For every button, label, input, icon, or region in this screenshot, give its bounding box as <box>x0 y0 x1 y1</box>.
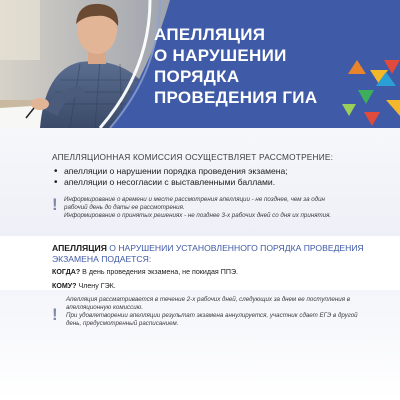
note-line: день, предусмотренный расписанием. <box>66 320 179 327</box>
exclamation-icon: ! <box>52 305 58 324</box>
note-line: апелляционную комиссию. <box>66 304 144 311</box>
list-item: • апелляции о нарушении порядка проведения экзамена; <box>52 166 372 177</box>
commission-heading: АПЕЛЛЯЦИОННАЯ КОМИССИЯ ОСУЩЕСТВЛЯЕТ РАССМОТРЕНИЕ: <box>52 152 334 162</box>
appeal-heading-topic: О НАРУШЕНИИ УСТАНОВЛЕННОГО ПОРЯДКА ПРОВЕДЕНИЯ <box>106 243 364 253</box>
appeal-heading-line2: ЭКЗАМЕНА ПОДАЕТСЯ: <box>52 254 152 264</box>
header-banner <box>0 0 400 128</box>
appeal-heading <box>52 243 372 265</box>
note-line: Апелляция рассматривается в течение 2-х рабочих дней, следующих за днем ее поступления в <box>66 296 350 303</box>
note-line: Информирование о принятых решениях - не позднее 3-х рабочих дней со дня их принятия. <box>64 212 332 219</box>
title-line-4: ПРОВЕДЕНИЯ ГИА <box>154 88 318 107</box>
commission-list <box>52 166 372 188</box>
page-title <box>154 24 354 108</box>
list-item: • апелляции о несогласии с выставленными баллами. <box>52 177 372 188</box>
review-note <box>66 296 386 328</box>
informing-note <box>64 196 384 220</box>
title-line-2: О НАРУШЕНИИ <box>154 46 287 65</box>
appeal-heading-word: АПЕЛЛЯЦИЯ <box>52 243 107 253</box>
note-line: рабочий день до даты ее рассмотрения. <box>64 204 185 211</box>
when-label: КОГДА? <box>52 268 81 276</box>
whom-text: Члену ГЭК. <box>76 282 116 290</box>
whom-label: КОМУ? <box>52 282 77 290</box>
when-row <box>52 268 238 277</box>
when-text: В день проведения экзамена, не покидая ППЭ. <box>80 268 239 276</box>
title-line-1: АПЕЛЛЯЦИЯ <box>154 25 266 44</box>
note-line: Информирование о времени и месте рассмотрения апелляции - не позднее, чем за один <box>64 196 325 203</box>
note-line: При удовлетворении апелляции результат экзамена аннулируется, участник сдает ЕГЭ в другой <box>66 312 358 319</box>
exclamation-icon: ! <box>52 195 58 214</box>
decorative-triangles <box>340 60 400 128</box>
title-line-3: ПОРЯДКА <box>154 67 240 86</box>
